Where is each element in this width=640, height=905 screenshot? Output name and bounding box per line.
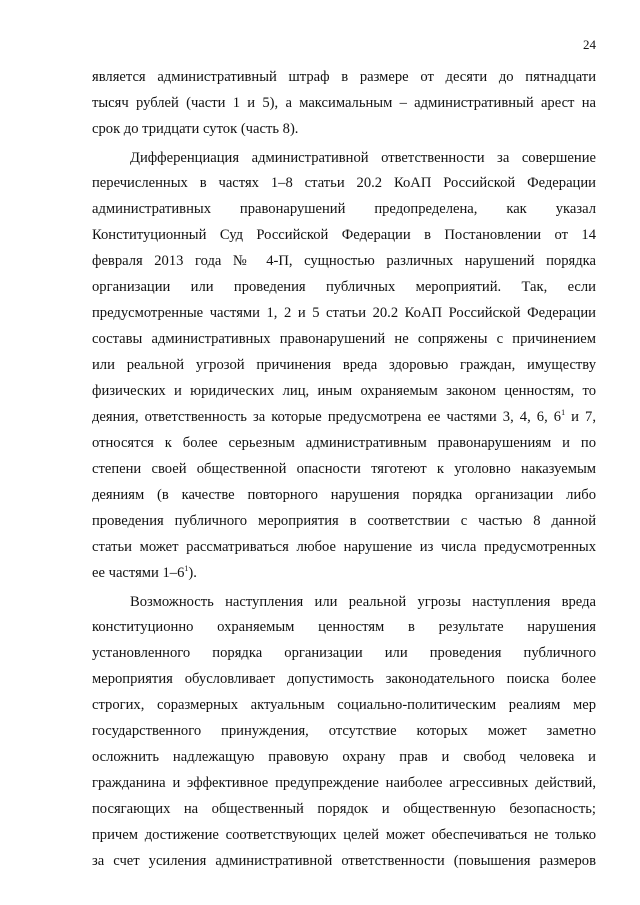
text-line-31: за счет усиления административной ответственности (повышения размеров (92, 853, 596, 869)
text-line-16: степени своей общественной опасности тяготеют к уголовно наказуемым (92, 461, 596, 477)
text-line-10: предусмотренные частями 1, 2 и 5 статьи 20.2 КоАП Российской Федерации (92, 305, 596, 321)
text-line-17: деяниям (в качестве повторного нарушения порядка организации либо (92, 487, 596, 503)
text-line-5: перечисленных в частях 1–8 статьи 20.2 КоАП Российской Федерации (92, 175, 596, 191)
text-line-20 (92, 560, 596, 586)
text-line-27: осложнить надлежащую правовую охрану прав и свобод человека и (92, 749, 596, 765)
text-line-14 (92, 404, 596, 430)
text-line-14-main: деяния, ответственность за которые предусмотрена ее частями 3, 4, 6, 6 (92, 409, 562, 425)
text-line-22: конституционно охраняемым ценностям в результате нарушения (92, 619, 596, 635)
text-line-30: причем достижение соответствующих целей может обеспечиваться не только (92, 827, 596, 843)
text-line-13: физических и юридических лиц, иным охраняемым законом ценностям, то (92, 383, 596, 399)
text-line-29: посягающих на общественный порядок и общественную безопасность; (92, 801, 596, 817)
text-line-2: тысяч рублей (части 1 и 5), а максимальным – административный арест на (92, 95, 596, 111)
page-number: 24 (583, 37, 596, 52)
superscript-1: 1 (561, 408, 566, 417)
text-line-19: статьи может рассматриваться любое нарушение из числа предусмотренных (92, 539, 596, 555)
text-line-28: гражданина и эффективное предупреждение наиболее агрессивных действий, (92, 775, 596, 791)
text-line-12: или реальной угрозой причинения вреда здоровью граждан, имуществу (92, 357, 596, 373)
text-line-8: февраля 2013 года № 4-П, сущностью различных нарушений порядка (92, 253, 596, 269)
text-line-23: установленного порядка организации или проведения публичного (92, 645, 596, 661)
text-line-21: Возможность наступления или реальной угрозы наступления вреда (130, 594, 596, 610)
text-line-15: относятся к более серьезным административным правонарушениям и по (92, 435, 596, 451)
text-line-18: проведения публичного мероприятия в соответствии с частью 8 данной (92, 513, 596, 529)
text-line-24: мероприятия обусловливает допустимость законодательного поиска более (92, 671, 596, 687)
text-line-4: Дифференциация административной ответственности за совершение (130, 150, 596, 166)
text-line-9: организации или проведения публичных мероприятий. Так, если (92, 279, 596, 295)
text-line-20-tail: ). (188, 565, 197, 581)
text-line-6: административных правонарушений предопределена, как указал (92, 201, 596, 217)
text-line-25: строгих, соразмерных актуальным социально-политическим реалиям мер (92, 697, 596, 713)
text-line-3: срок до тридцати суток (часть 8). (92, 121, 299, 137)
text-line-26: государственного принуждения, отсутствие которых может заметно (92, 723, 596, 739)
text-line-20-main: ее частями 1–6 (92, 565, 185, 581)
superscript-2: 1 (184, 564, 189, 573)
text-line-7: Конституционный Суд Российской Федерации в Постановлении от 14 (92, 227, 596, 243)
text-line-14-tail: и 7, (565, 409, 596, 425)
text-line-1: является административный штраф в размере от десяти до пятнадцати (92, 69, 596, 85)
text-line-11: составы административных правонарушений не сопряжены с причинением (92, 331, 596, 347)
